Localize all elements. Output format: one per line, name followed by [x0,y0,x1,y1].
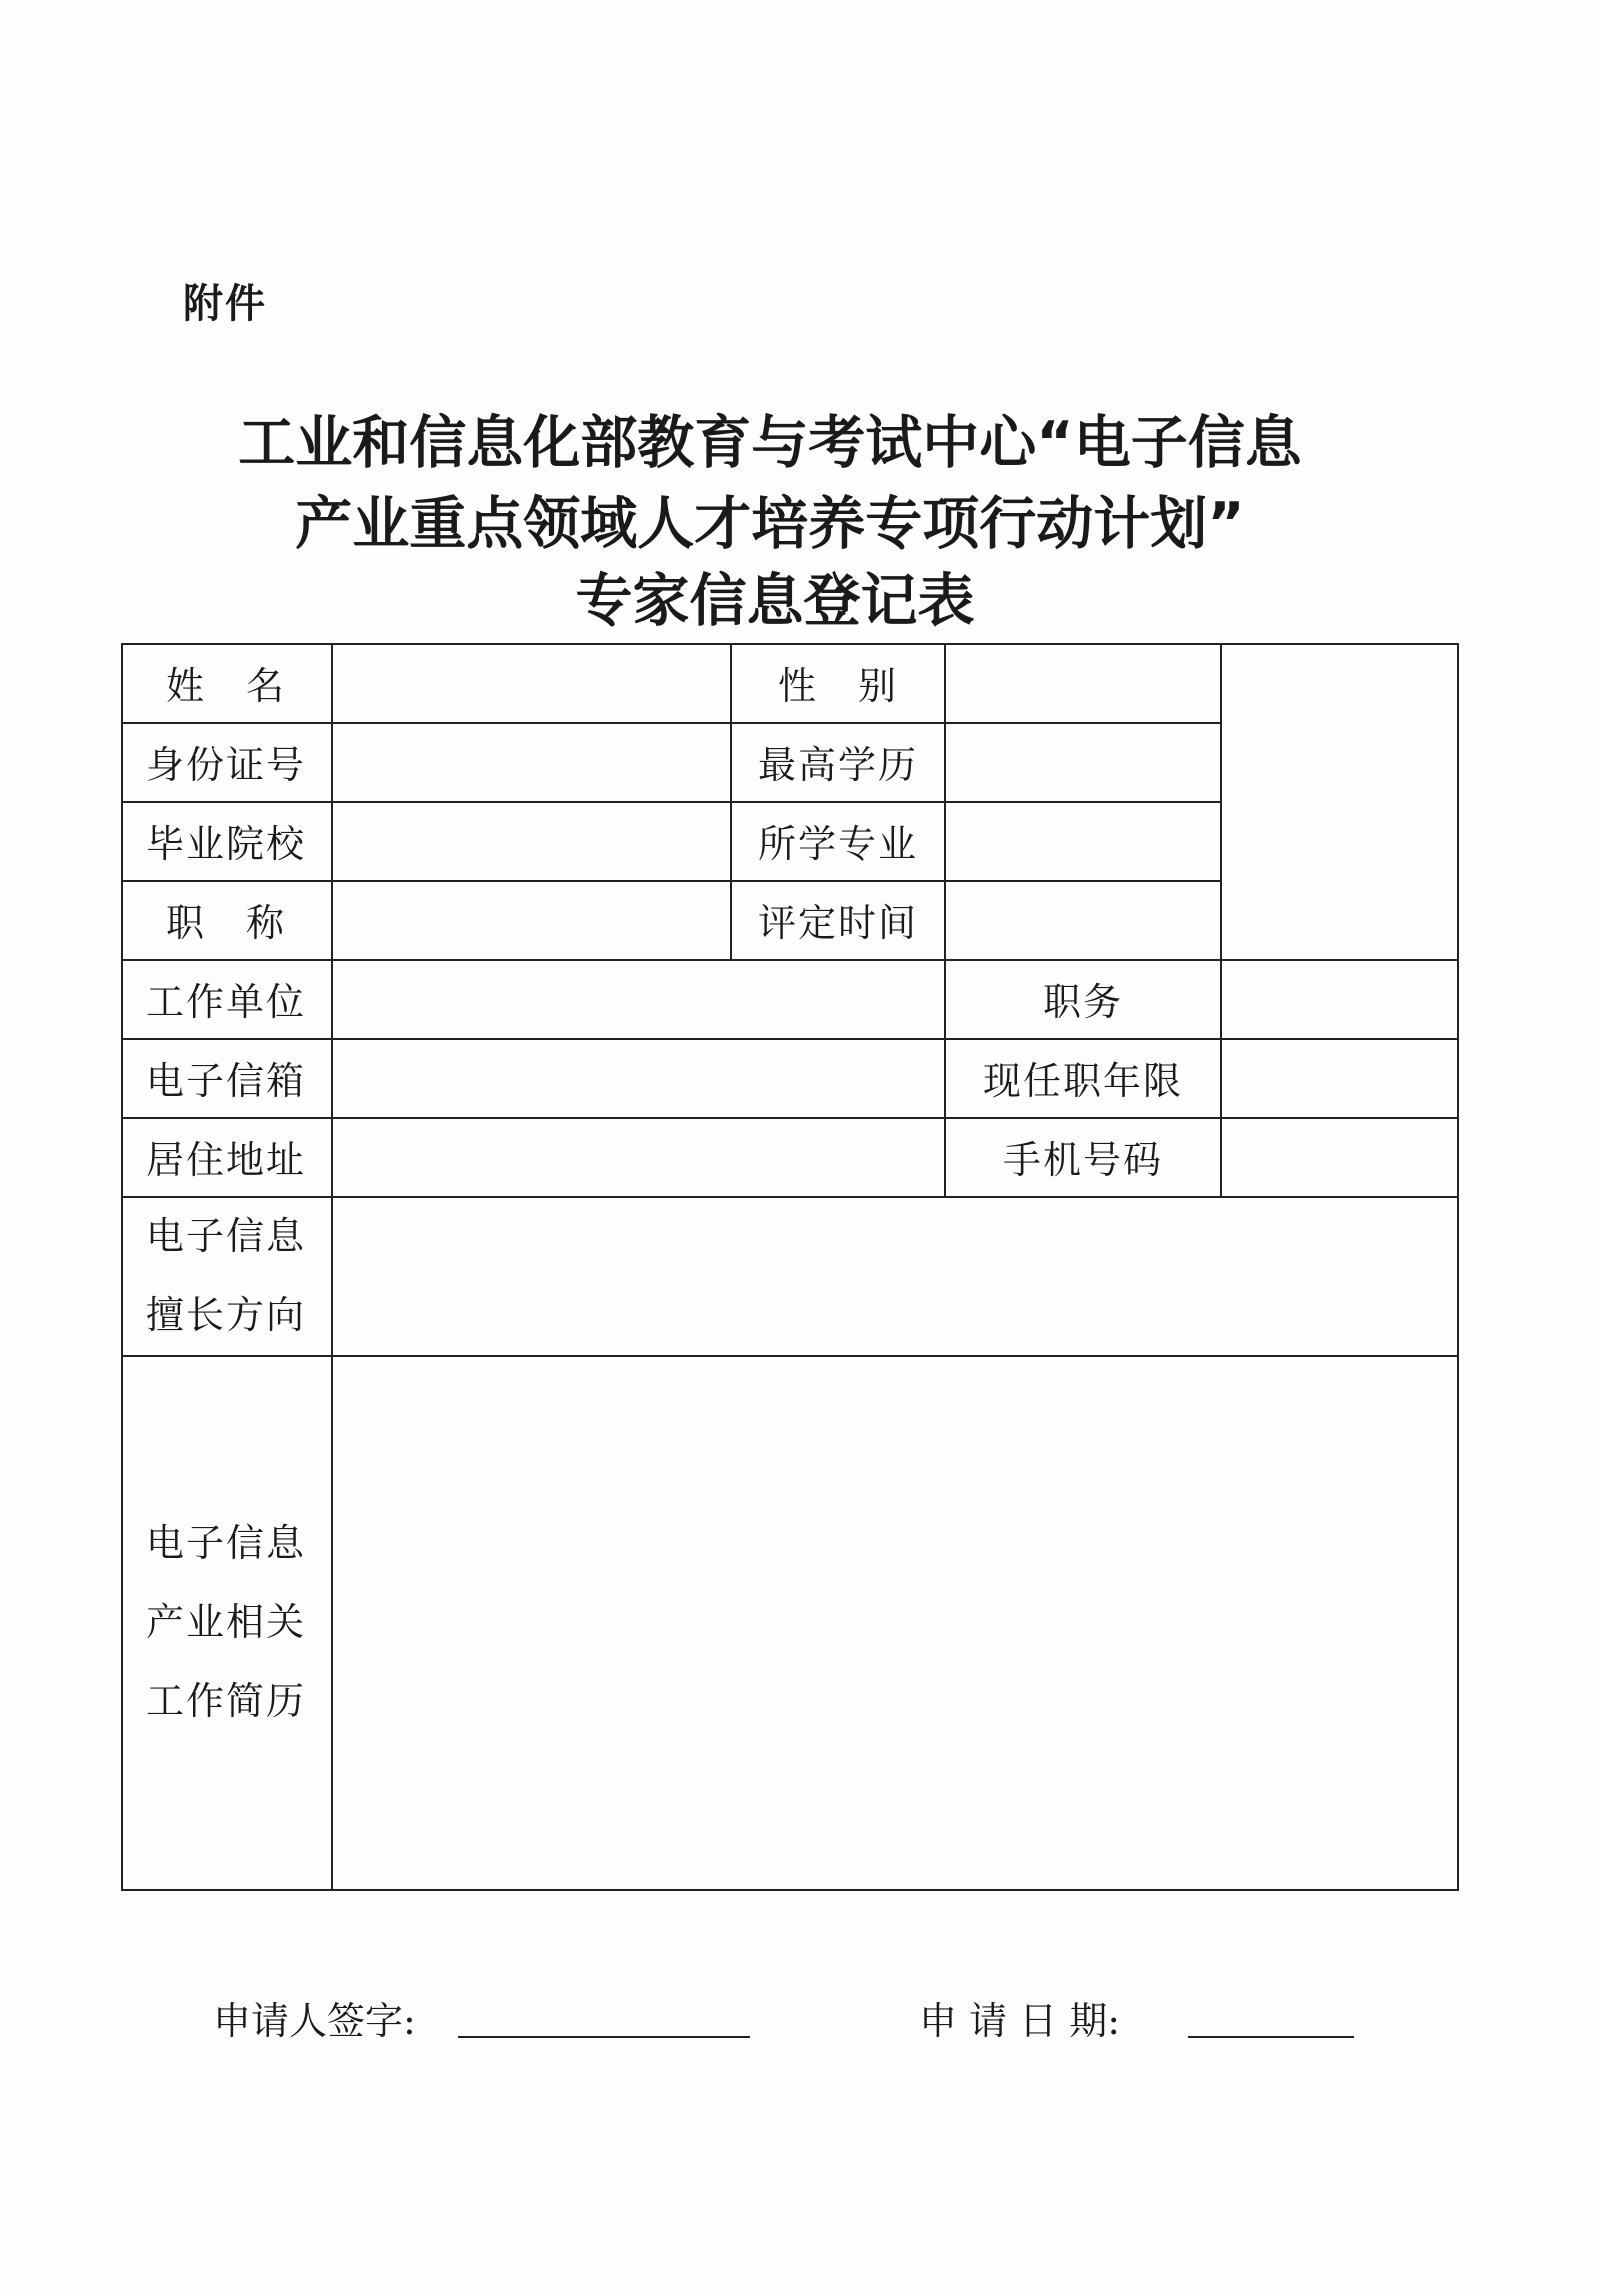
address-field[interactable] [333,1119,944,1196]
title-label: 职 称 [165,901,286,945]
major-field[interactable] [946,803,1220,880]
form-title-line1: 工业和信息化部教育与考试中心“电子信息 [238,410,1302,476]
expertise-label-line1: 电子信息 [145,1213,306,1258]
applicant-signature-line[interactable] [458,2036,750,2038]
position-field[interactable] [1222,961,1457,1038]
title-date-label: 评定时间 [757,901,918,945]
gender-field[interactable] [946,645,1220,722]
address-label: 居住地址 [145,1138,306,1182]
application-date-line[interactable] [1188,2036,1354,2038]
application-date-label: 申 请 日 期: [919,1999,1121,2043]
phone-label: 手机号码 [1002,1138,1163,1182]
expertise-label-line2: 擅长方向 [145,1292,306,1337]
applicant-signature-label: 申请人签字: [213,1999,416,2043]
education-label: 最高学历 [757,743,918,787]
registration-form-table [121,643,1459,1891]
name-field[interactable] [333,645,730,722]
position-label: 职务 [1042,980,1123,1024]
title-field[interactable] [333,882,730,959]
resume-label [121,1355,331,1889]
id-number-label: 身份证号 [145,743,306,787]
major-label: 所学专业 [757,822,918,866]
resume-field[interactable] [333,1357,1457,1889]
form-title-line2: 产业重点领域人才培养专项行动计划” [295,491,1245,557]
employer-field[interactable] [333,961,944,1038]
employer-label: 工作单位 [145,980,306,1024]
resume-label-line3: 工作简历 [145,1678,306,1723]
tenure-field[interactable] [1222,1040,1457,1117]
title-date-field[interactable] [946,882,1220,959]
school-field[interactable] [333,803,730,880]
resume-label-line2: 产业相关 [145,1599,306,1644]
attachment-label: 附件 [183,281,267,327]
gender-label: 性 别 [777,664,898,708]
education-field[interactable] [946,724,1220,801]
email-label: 电子信箱 [145,1059,306,1103]
school-label: 毕业院校 [145,822,306,866]
name-label: 姓 名 [165,664,286,708]
expertise-label [121,1196,331,1355]
email-field[interactable] [333,1040,944,1117]
form-title-line3: 专家信息登记表 [575,568,975,634]
id-number-field[interactable] [333,724,730,801]
resume-label-line1: 电子信息 [145,1520,306,1565]
tenure-label: 现任职年限 [982,1059,1183,1103]
phone-field[interactable] [1222,1119,1457,1196]
photo-box[interactable] [1222,645,1457,959]
expertise-field[interactable] [333,1198,1457,1355]
